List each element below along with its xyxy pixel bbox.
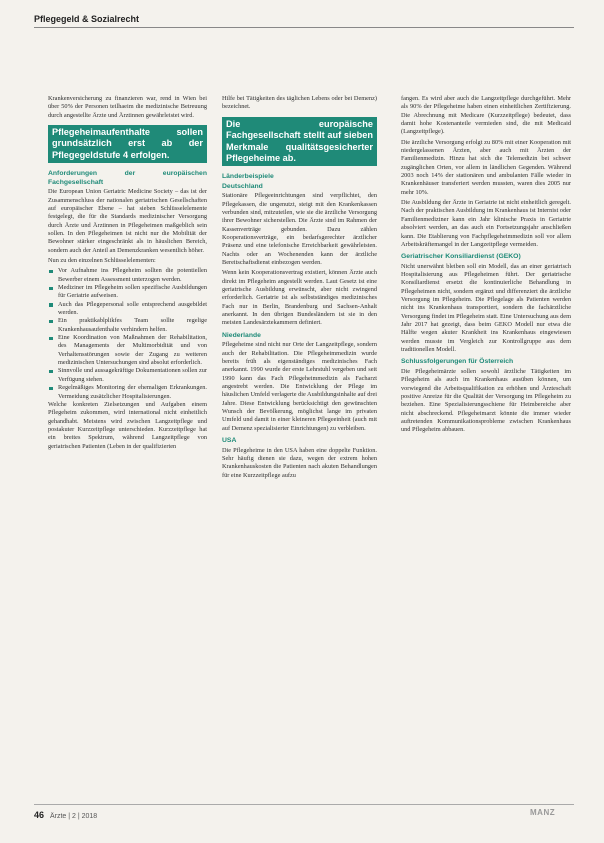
col2-para1: Stationäre Pflegeeinrichtungen sind verpflichtet, den Pflegekassen, die ungenutzt, steigt mit den Krankenkassen verbunden sind, mitzuteilen, wie sie die ärztliche Versorgung ihrer Bewohner sicherstellen. Die Ärzte sind im Rahmen der Kassenverträge gebunden. Dazu zählen Kooperationsverträge, ein bedarfsgerechter ärztlicher Präsenz und eine telefonische Erreichbarkeit gewährleisten. Nachts oder an Wochenenden kann der ärztliche Bereitschaftsdienst einbezogen werden. bbox=[222, 192, 377, 267]
col2-heading-3: USA bbox=[222, 437, 237, 445]
issue-info: Ärzte | 2 | 2018 bbox=[49, 813, 98, 820]
col1-para1: Die European Union Geriatric Medicine Society – das ist der Zusammenschluss der nationalen geriatrischen Gesellschaften auf europäischer Ebene – hat sieben Schlüsselelemente festgelegt, die für die Standards medizinischer Versorgung durch Ärzte und Ärztinnen in Pflegeheimen maßgeblich sein sollen. In den Pflegeheimen ist nicht nur die Mobilität der Bewohner stärker eingeschränkt als in häuslichen Bereich, sondern auch der Anteil an Demenzkranken wesentlich höher. bbox=[48, 188, 207, 254]
col2-para3: Pflegeheime sind nicht nur Orte der Langzeitpflege, sondern auch der Rehabilitation. Die Pflegeheimmedizin wurde bereits früh als eigenständiges medizinisches Fach anerkannt. 1990 wurde der erste Lehrstuhl vergeben und seit 1990 kann das Fach Pflegeheimmedizin als Facharzt angestrebt werden. Die Entwicklung der Pflege im häuslichen Umfeld verlagerte die Ausbildungsinhalte auf drei Jahre. Diese Entwicklung berücksichtigt den gewünschten Wunsch der Bevölkerung, möglichst lange im privaten Umfeld und damit in einer kleineren Pflegeeinheit (auch mit auf Demenz spezialisierter Einrichtungen) zu verbleiben. bbox=[222, 341, 377, 432]
list-item: Ein praktikablplikfes Team sollte regelige Krankenhausaufenthalte verhindern helfen. bbox=[48, 317, 207, 334]
col2-intro: Hilfe bei Tätigkeiten des täglichen Lebens oder bei Demenz) bezeichnet. bbox=[222, 95, 377, 111]
publisher-logo: MANZ bbox=[530, 808, 556, 817]
section-header: Pflegegeld & Sozialrecht bbox=[34, 14, 140, 24]
col2-heading-2: Niederlande bbox=[222, 331, 261, 339]
col1-bullet-list bbox=[48, 267, 207, 401]
col1-para2: Nun zu den einzelnen Schlüsselelementen: bbox=[48, 257, 156, 264]
col3-para5: Die Pflegeheimärzte sollen sowohl ärztliche Tätigkeiten im Pflegeheim als auch im Krankenhaus ausüben können, um vorwiegend die Arbeitsqualifikation zu erhöhen und Ärzteschaft positive Anreize für die Qualität der Versorgung im Pflegeheim zu beziehen. Eine Spezialisierungsschiene für Heimbereiche aber nicht abschreckend. Pflegeheimarzt könnte die immer wieder auftretenden Kommunikationsprobleme zwischen Krankenhaus und Pflegeheim abbauen. bbox=[401, 367, 571, 434]
col3-heading-1: Geriatrischer Konsiliardienst (GEKO) bbox=[401, 253, 521, 261]
list-item: Eine Koordination von Maßnahmen der Rehabilitation, des Managements der Multimorbidität und von Verhaltensstörungen sowie der Zugang zu weiteren medizinischen Untersuchungen sind absolut erforderlich. bbox=[48, 334, 207, 367]
col2-para4: Die Pflegeheime in den USA haben eine doppelte Funktion. Sehr häufig dienen sie dazu, wegen der extrem hohen Krankenhauskosten die Patienten nach akuten Behandlungen für eine Kurzzeitpflege aufzu bbox=[222, 446, 377, 479]
col1-callout: Pflegeheimaufenthalte sollen grundsätzlich erst ab der Pflegegeldstufe 4 erfolgen. bbox=[48, 125, 207, 163]
column-3 bbox=[401, 95, 571, 437]
header-divider bbox=[34, 27, 574, 28]
col2-heading-1b: Deutschland bbox=[222, 182, 263, 190]
col2-para2: Wenn kein Kooperationsvertrag existiert, können Ärzte auch direkt im Pflegeheim angestellt werden. Laut Gesetz ist eine geriatrische Ausbildung erwünscht, aber nicht zwingend erforderlich. Geriatrie ist als selbstständiges medizinisches Fach nur in Berlin, Brandenburg und Sachsen-Anhalt anerkannt. In den übrigen Bundesländern ist sie in den meisten Landesärztekammern definiert. bbox=[222, 269, 377, 327]
column-1 bbox=[48, 95, 207, 453]
list-item: Sinnvolle und aussagekräftige Dokumentationen sollen zur Verfügung stehen. bbox=[48, 367, 207, 384]
list-item: Auch das Pflegepersonal solle entsprechend ausgebildet werden. bbox=[48, 301, 207, 318]
page-number: 46 bbox=[34, 810, 45, 820]
list-item: Mediziner im Pflegeheim sollen spezifische Ausbildungen für Geriatrie aufweisen. bbox=[48, 284, 207, 301]
footer bbox=[34, 810, 97, 820]
col3-para2: Die ärztliche Versorgung erfolgt zu 80% mit einer Kooperation mit niedergelassenen Ärzten, aber auch mit Ärzten der Familienmedizin. Hinzu hat sich die Telemedizin bei schwer zugänglichen Orten, vor allem in ländlichen Gegenden. Während 2003 noch 14% der stationären und ambulanten Fälle wieder in Krankenhäuser transferiert werden mussten, waren dies 2005 nur mehr 10%. bbox=[401, 138, 571, 196]
col3-para3: Die Ausbildung der Ärzte in Geriatrie ist nicht einheitlich geregelt. Nach der praktischen Ausbildung im Krankenhaus ist Internist oder Familienmediziner kann ein Jahr klinische Praxis in Geriatrie absolviert werden, an das auch ein Fortsetzungsjahr anschließen kann. Die Etablierung von Fachpflegeheimmedizin soll vor allem Arbeitskräftemangel in der Langzeitpflege vermeiden. bbox=[401, 199, 571, 248]
col2-callout: Die europäische Fachgesellschaft stellt auf sieben Merkmale qualitätsgesicherter Pflegeheime ab. bbox=[222, 117, 377, 167]
col3-para1: fangen. Es wird aber auch die Langzeitpflege durchgeführt. Mehr als 90% der Pflegeheime haben einen einheitlichen Zertifizierung. Die Abrechnung mit Medicare (Kurzzeitpflege) bedeutet, dass damit hohe Kostenanteile vermieden sind, die mit Medicaid (Langzeitpflege). bbox=[401, 95, 571, 136]
col2-heading-1: Länderbeispiele bbox=[222, 173, 274, 181]
list-item: Vor Aufnahme ins Pflegeheim sollten die potentiellen Bewerber einem Assessment unterzogen werden. bbox=[48, 267, 207, 284]
col1-heading: Anforderungen der europäischen Fachgesellschaft bbox=[48, 170, 207, 186]
footer-divider bbox=[34, 804, 574, 805]
col1-para3: Welche konkreten Zielsetzungen und Aufgaben einem Pflegeheim zukommen, wird international nicht einheitlich gehandhabt. Meistens wird zwischen Langzeitpflege und postakuter Kurzzeitpflege unterschieden. Kurzzeitpflege hat ein breites Spektrum, während Langzeitpflege von geriatrischen Patienten (Leben in der qualifizierten bbox=[48, 400, 207, 450]
col3-para4: Nicht unerwähnt bleiben soll ein Modell, das an einer geriatrisch Hospitalisierung aus Pflegeheimen führt. Der geriatrische Konsiliardienst ersetzt die kontinuierliche Behandlung in Pflegeheimen nicht, sondern ergänzt und differenziert die ärztliche Versorgung im Pflegeheim. Die Pflegelage als Patienten werden nicht ins Krankenhaus transportiert, sondern die fachärztliche Versorgung findet im Pflegeheim statt. Eine Untersuchung aus dem Jahr 2017 hat gezeigt, dass beim GEKO Modell nur etwa die Hälfte wegen akuter Krankheit ins Krankenhaus eingewiesen werden musste im Vergleich zur Kontrollgruppe aus dem traditionellen Modell. bbox=[401, 262, 571, 354]
list-item: Regelmäßiges Monitoring der ehemaligen Erkrankungen. Vermeidung zusätzlicher Hospitalisierungen. bbox=[48, 384, 207, 401]
column-2 bbox=[222, 95, 377, 482]
col3-heading-2: Schlussfolgerungen für Österreich bbox=[401, 358, 514, 366]
col1-intro: Krankenversicherung zu finanzieren war, rend in Wien bei über 50% der Personen teilhaeim die medizinische Betreuung durch angestellte Ärzte und Ärztinnen gewährleistet wird. bbox=[48, 95, 207, 119]
